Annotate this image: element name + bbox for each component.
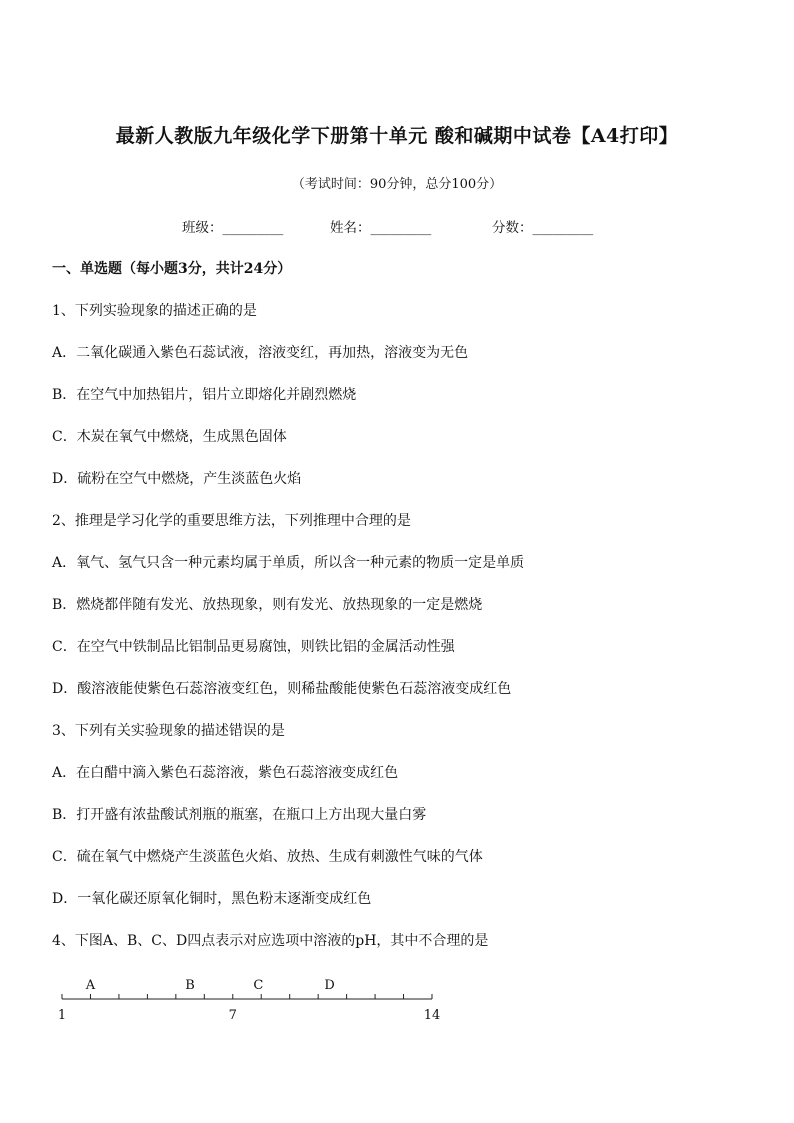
score-field: 分数：_________: [492, 220, 594, 236]
point-label-b: B: [185, 978, 195, 993]
point-label-d: D: [324, 978, 335, 993]
question-2-option-d: D．酸溶液能使紫色石蕊溶液变红色，则稀盐酸能使紫色石蕊溶液变成红色: [52, 681, 512, 697]
question-3-option-b: B．打开盛有浓盐酸试剂瓶的瓶塞，在瓶口上方出现大量白雾: [52, 807, 427, 823]
page-title: 最新人教版九年级化学下册第十单元 酸和碱期中试卷【A4打印】: [115, 125, 679, 147]
question-1-option-a: A．二氧化碳通入紫色石蕊试液，溶液变红，再加热，溶液变为无色: [52, 345, 469, 361]
question-1-stem: 1、下列实验现象的描述正确的是: [52, 303, 257, 319]
point-label-c: C: [253, 978, 264, 993]
tick-label: 7: [228, 1008, 237, 1023]
question-1-option-b: B．在空气中加热铝片，铝片立即熔化并剧烈燃烧: [52, 387, 357, 403]
question-3-option-c: C．硫在氧气中燃烧产生淡蓝色火焰、放热、生成有刺激性气味的气体: [52, 849, 483, 865]
question-1-option-d: D．硫粉在空气中燃烧，产生淡蓝色火焰: [52, 471, 302, 487]
section-heading: 一、单选题（每小题3分，共计24分）: [52, 261, 292, 277]
question-2-option-c: C．在空气中铁制品比铝制品更易腐蚀，则铁比铝的金属活动性强: [52, 639, 455, 655]
ph-scale-figure: [0, 960, 794, 1030]
question-2-option-a: A．氧气、氢气只含一种元素均属于单质，所以含一种元素的物质一定是单质: [52, 555, 525, 571]
question-3-option-a: A．在白醋中滴入紫色石蕊溶液，紫色石蕊溶液变成红色: [52, 765, 399, 781]
question-2-option-b: B．燃烧都伴随有发光、放热现象，则有发光、放热现象的一定是燃烧: [52, 597, 483, 613]
question-4-stem: 4、下图A、B、C、D四点表示对应选项中溶液的pH，其中不合理的是: [52, 933, 489, 949]
class-field: 班级：_________: [182, 220, 284, 236]
tick-label: 14: [423, 1008, 441, 1023]
ph-axis: [58, 978, 440, 1023]
name-field: 姓名：_________: [330, 220, 432, 236]
point-label-a: A: [85, 978, 96, 993]
exam-info: （考试时间：90分钟，总分100分）: [291, 177, 503, 192]
question-3-option-d: D．一氧化碳还原氧化铜时，黑色粉末逐渐变成红色: [52, 891, 372, 907]
question-1-option-c: C．木炭在氧气中燃烧，生成黑色固体: [52, 429, 287, 445]
question-3-stem: 3、下列有关实验现象的描述错误的是: [52, 723, 285, 739]
tick-label: 1: [57, 1008, 67, 1023]
question-2-stem: 2、推理是学习化学的重要思维方法，下列推理中合理的是: [52, 513, 411, 529]
